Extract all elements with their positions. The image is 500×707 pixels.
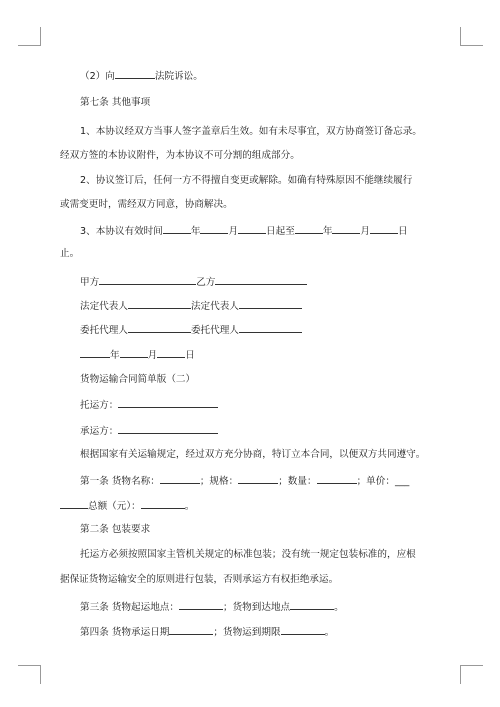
crop-mark-top-left (18, 27, 41, 46)
deadline-field[interactable] (281, 625, 325, 635)
text: 年 (322, 226, 333, 237)
text: 第四条 货物承运日期 (80, 627, 170, 638)
text: 。 (184, 501, 195, 512)
agent-b-field[interactable] (239, 323, 302, 333)
destination-field[interactable] (290, 600, 334, 610)
text: ；数量： (278, 476, 317, 487)
text: ；单价： (356, 476, 395, 487)
article-7-heading: 第七条 其他事项 (80, 97, 151, 108)
section-title: 货物运输合同简单版（二） (80, 374, 196, 385)
paragraph-line: 2、协议签订后，任何一方不得擅自变更或解除。如确有特殊原因不能继续履行 (80, 175, 413, 186)
agent-line (80, 323, 302, 337)
label: 法定代表人 (190, 301, 239, 312)
month-field[interactable] (120, 348, 148, 358)
label-party-a: 甲方 (80, 277, 100, 288)
article-1-line (80, 474, 409, 488)
carrier-field[interactable] (118, 424, 218, 434)
carrier-line (80, 424, 218, 438)
text: 月 (228, 226, 239, 237)
text: 3、本协议有效时间 (80, 226, 163, 237)
blank-field[interactable] (60, 499, 88, 509)
paragraph-line: 根据国家有关运输规定，经过双方充分协商，特订立本合同，以便双方共同遵守。 (80, 449, 426, 460)
validity-line (80, 224, 408, 238)
text: 日 (398, 226, 408, 237)
label: 托运方： (80, 400, 119, 411)
text: 第三条 货物起运地点： (80, 602, 179, 613)
blank-field[interactable] (370, 224, 398, 234)
line-court (80, 69, 203, 83)
text: 日 (185, 350, 195, 361)
text: 月 (147, 350, 158, 361)
origin-field[interactable] (179, 600, 223, 610)
text: 日起至 (266, 226, 295, 237)
article-2-heading: 第二条 包装要求 (80, 524, 151, 535)
day-field[interactable] (157, 348, 185, 358)
goods-name-field[interactable] (160, 474, 200, 484)
date-line (80, 348, 195, 362)
text: 。 (324, 627, 335, 638)
label: 承运方： (80, 426, 119, 437)
paragraph-line: 据保证货物运输安全的原则进行包装，否则承运方有权拒绝承运。 (60, 574, 339, 585)
blank-field[interactable] (238, 224, 266, 234)
ship-date-field[interactable] (169, 625, 213, 635)
label-party-b: 乙方 (196, 277, 216, 288)
text: 年 (190, 226, 201, 237)
blank-field[interactable] (200, 224, 228, 234)
text: （2）向 (80, 71, 115, 82)
legal-rep-line (80, 299, 302, 313)
text: ；货物运到期限 (213, 627, 281, 638)
text: 。 (334, 602, 344, 613)
text: ；规格： (199, 476, 239, 487)
crop-mark-bottom-left (18, 665, 41, 684)
party-signature-line (80, 275, 307, 289)
article-4-line (80, 625, 334, 639)
quantity-field[interactable] (317, 474, 357, 484)
paragraph-line: 托运方必须按照国家主管机关规定的标准包装；没有统一规定包装标准的，应根 (80, 549, 416, 560)
total-field[interactable] (141, 499, 185, 509)
agent-a-field[interactable] (128, 323, 191, 333)
text: 第一条 货物名称： (80, 476, 160, 487)
label: 委托代理人 (80, 325, 128, 336)
paragraph-line: 止。 (60, 248, 80, 259)
paragraph-line: 经双方签的本协议附件，为本协议不可分割的组成部分。 (60, 150, 300, 161)
total-line (60, 499, 194, 513)
legal-rep-a-field[interactable] (128, 299, 191, 309)
shipper-field[interactable] (118, 398, 218, 408)
crop-mark-bottom-right (460, 665, 483, 684)
blank-field[interactable] (163, 224, 191, 234)
spec-field[interactable] (238, 474, 278, 484)
party-a-field[interactable] (99, 275, 196, 285)
year-field[interactable] (80, 348, 110, 358)
text: 法院诉讼。 (154, 71, 203, 82)
text: 年 (110, 350, 120, 361)
article-3-line (80, 600, 344, 614)
crop-mark-top-right (460, 27, 483, 46)
blank-field[interactable] (115, 69, 155, 79)
paragraph-line: 或需变更时，需经双方同意，协商解决。 (60, 199, 233, 210)
legal-rep-b-field[interactable] (239, 299, 302, 309)
text: ___ (394, 476, 410, 487)
blank-field[interactable] (295, 224, 323, 234)
text: 月 (360, 226, 371, 237)
text: ；货物到达地点 (223, 602, 291, 613)
shipper-line (80, 398, 218, 412)
label: 法定代表人 (80, 301, 128, 312)
paragraph-line: 1、本协议经双方当事人签字盖章后生效。如有未尽事宜，双方协商签订备忘录。 (80, 126, 422, 137)
text: 总额（元）： (88, 501, 141, 512)
blank-field[interactable] (332, 224, 360, 234)
party-b-field[interactable] (215, 275, 307, 285)
label: 委托代理人 (190, 325, 239, 336)
